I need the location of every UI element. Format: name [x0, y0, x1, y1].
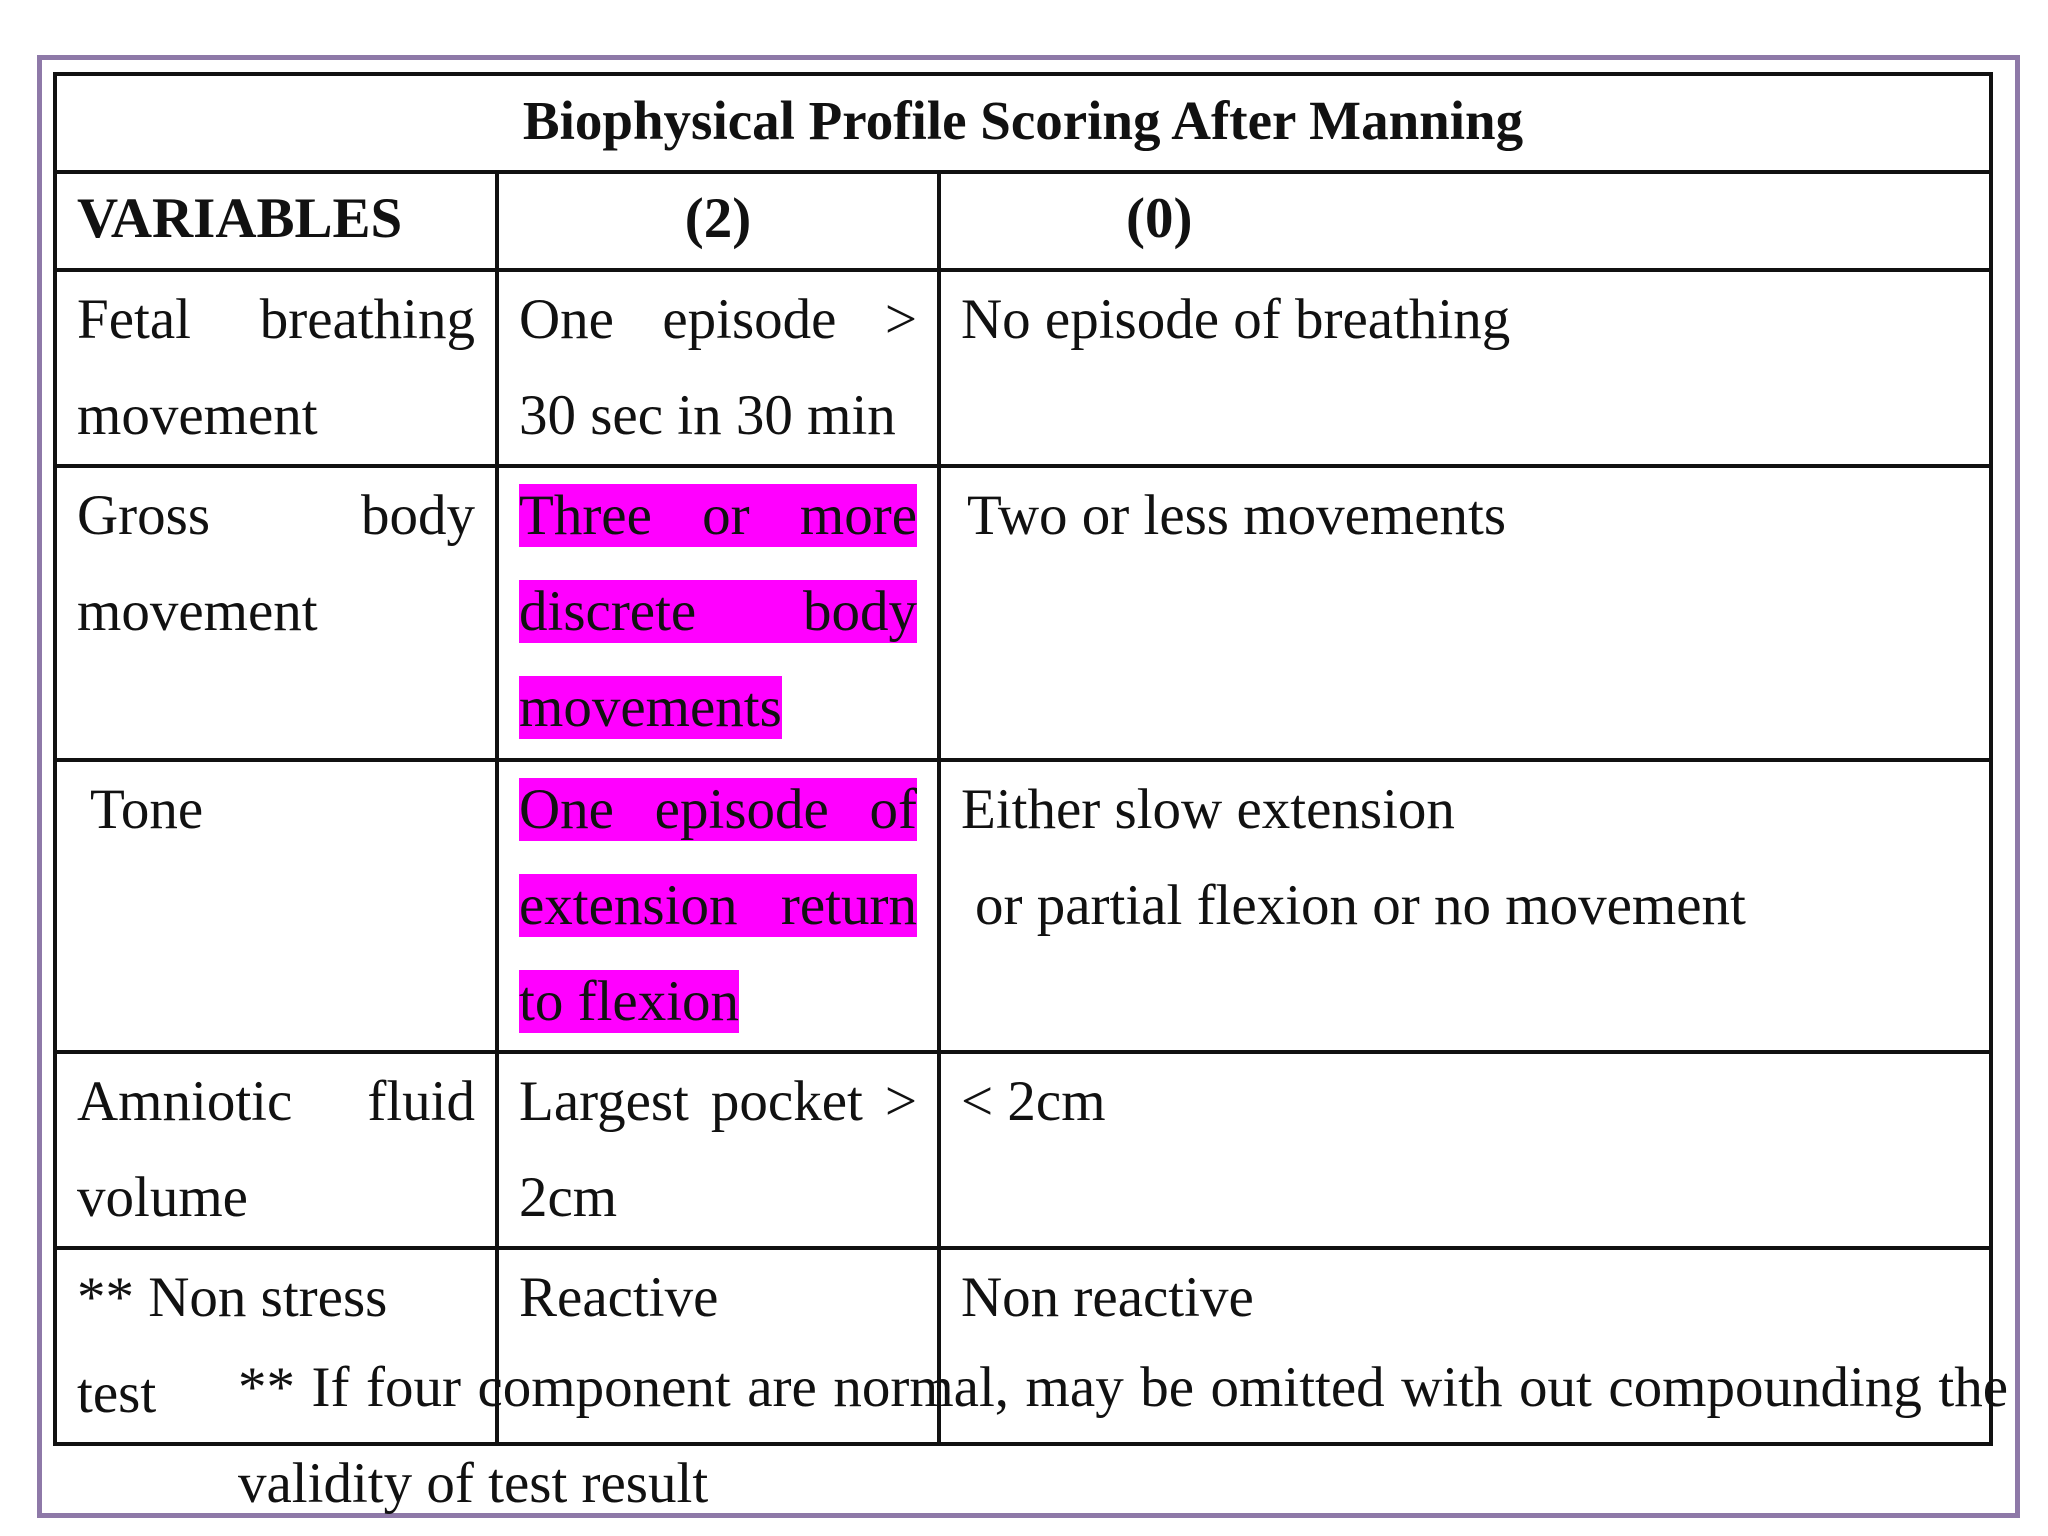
header-score-0: (0): [939, 172, 1991, 270]
score-2-cell: Reactive: [497, 1248, 939, 1444]
variable-cell: Fetal breathing movement: [55, 270, 497, 466]
table-header-row: [55, 172, 1991, 270]
table-row: [55, 1052, 1991, 1248]
footnote: ** If four component are normal, may be omitted with out compounding the validity of test result: [238, 1356, 2008, 1515]
score-2-cell: [497, 760, 939, 1052]
score-0-cell: [939, 760, 1991, 1052]
score-0-line: or partial flexion or no movement: [975, 874, 1746, 937]
score-0-cell: Non reactive: [939, 1248, 1991, 1444]
highlighted-text: Three or more discrete body movements: [519, 484, 917, 739]
score-0-line: Either slow extension: [961, 778, 1455, 841]
table-row: [55, 270, 1991, 466]
variable-cell: ** Non stress test: [55, 1248, 497, 1444]
table-row: [55, 760, 1991, 1052]
header-score-2: (2): [497, 172, 939, 270]
variable-cell: Amniotic fluid volume: [55, 1052, 497, 1248]
score-2-cell: Largest pocket > 2cm: [497, 1052, 939, 1248]
header-variables: VARIABLES: [55, 172, 497, 270]
highlighted-text: One episode of extension return to flexion: [519, 778, 917, 1033]
biophysical-profile-table: [53, 72, 1993, 1446]
table-title: Biophysical Profile Scoring After Manning: [55, 74, 1991, 172]
table-row: [55, 466, 1991, 760]
score-0-cell: Two or less movements: [939, 466, 1991, 760]
score-2-cell: One episode > 30 sec in 30 min: [497, 270, 939, 466]
table-title-row: [55, 74, 1991, 172]
variable-cell: Tone: [55, 760, 497, 1052]
variable-cell: Gross body movement: [55, 466, 497, 760]
score-0-cell: No episode of breathing: [939, 270, 1991, 466]
score-2-cell: [497, 466, 939, 760]
score-0-cell: < 2cm: [939, 1052, 1991, 1248]
